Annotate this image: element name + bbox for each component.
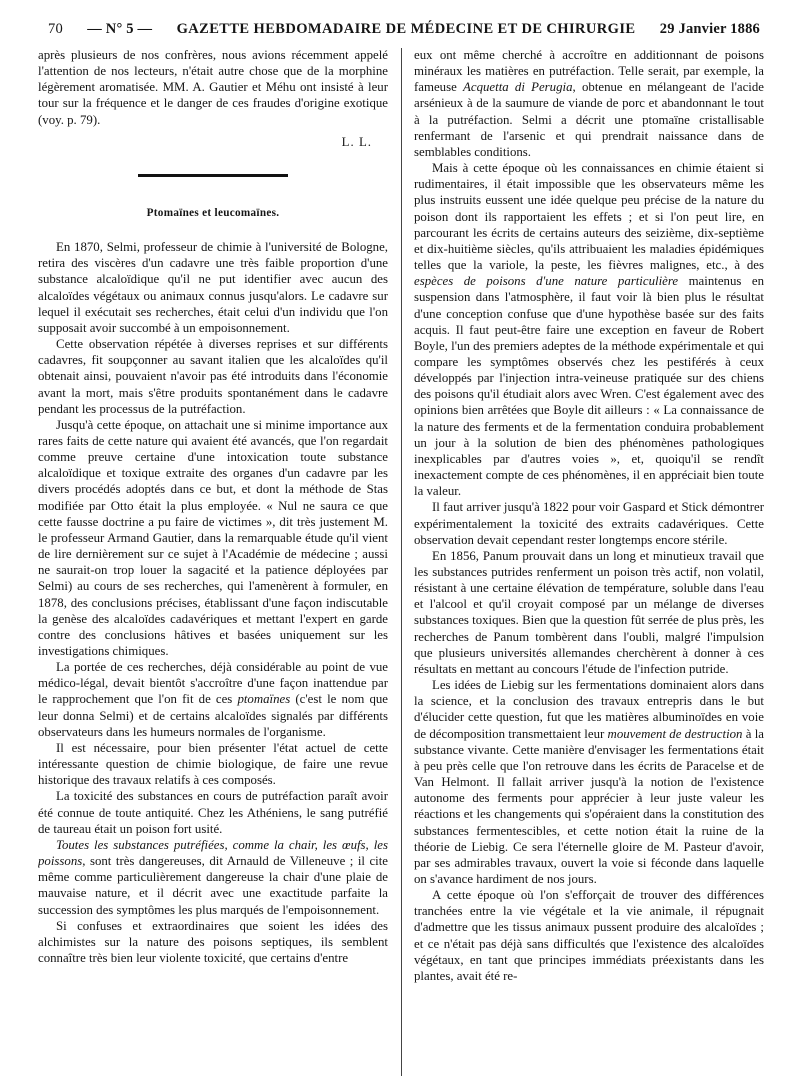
section-title: Ptomaïnes et leucomaïnes. <box>146 206 280 219</box>
paragraph: Si confuses et extraordinaires que soient les idées des alchimistes sur la nature des poisons septiques, ils semblent connaître très bien leur violente toxicité, que certains d'entre <box>38 918 388 965</box>
signature: L. L. <box>341 134 372 149</box>
paragraph: Jusqu'à cette époque, on attachait une si minime importance aux rares faits de cette nature qui avaient été avancés, que l'on regardait comme preuve certaine d'une intoxication toute substance alcaloïdique et toxique extraite des organes d'un cadavre par les divers procédés adoptés dans ce but, et dont la méthode de Stas modifiée par Otto était la plus employée. « Nul ne saura ce que cette fausse doctrine a pu faire de victimes », dit très justement M. le professeur Armand Gautier, dans la remarquable étude qu'il vient de lire dernièrement sur ce sujet à l'Académie de médecine ; aussi ne saurait-on trop louer la sagacité et la patience déployées par Selmi) au cours de ses recherches, qui l'amenèrent à formuler, en 1878, des conclusions précises, établissant d'une façon indiscutable la genèse des alcaloïdes cadavériques et mettant l'expert en garde contre des conclusions hâtives et basées uniquement sur les investigations chimiques. <box>38 417 388 658</box>
paragraph-text: Mais à cette époque où les connaissances en chimie étaient si rudimentaires, il était impossible que les observateurs même les plus instruits eussent une idée quelque peu précise de la nature du poison dont ils rapportaient les effets ; et si l'on peut lire, en parcourant les écrits de certains auteurs des seizième, dix-septième et dix-huitième siècles, qu'ils attribuaient les maladies épidémiques telles que la variole, la peste, les fièvres malignes, etc., à des <box>414 161 764 273</box>
paragraph-text: , obtenue en mélangeant de l'acide arsénieux à de la saumure de viande de porc et abandonnant le tout à la putréfaction. Selmi a décrit une ptomaïne cristallisable renfermant de l'arsenic et qui prendrait naissance dans de semblables conditions. <box>414 80 764 159</box>
column-divider <box>401 48 402 1076</box>
right-column <box>414 47 764 1077</box>
paragraph: A cette époque où l'on s'efforçait de trouver des différences tranchées entre la vie végétale et la vie animale, il répugnait d'admettre que les tissus animaux pussent produire des alcaloïdes ; et ce n'était pas déjà sans difficultés que l'existence des alcaloïdes végétaux, en tant que principes immédiats préexistants dans les plantes, avait été re- <box>414 888 764 983</box>
emphasis: ptomaïnes <box>237 692 291 707</box>
paragraph-text: Les idées de Liebig sur les fermentations dominaient alors dans la science, et la conclusion des travaux entrepris dans le but d'élucider cette question, fut que les matières albuminoïdes en voie de décomposition transmettaient leur <box>414 678 764 741</box>
emphasis: Acquetta di Perugia <box>463 80 573 95</box>
left-column <box>38 47 388 1077</box>
emphasis: Toutes les substances putréfiées, comme la chair, les œufs, les poissons <box>38 837 388 869</box>
paragraph-text: , sont très dangereuses, dit Arnauld de Villeneuve ; il cite même comme particulièrement dangereuse la chair d'une plaie de mauvaise nature, et il décrit avec une exactitude parfaite la succession des symptômes les plus marqués de l'empoisonnement. <box>38 854 388 917</box>
paragraph: Cette observation répétée à diverses reprises et sur différents cadavres, fit soupçonner au savant italien que les alcaloïdes qu'il obtenait ainsi, pouvaient n'avoir pas été introduits dans l'économie avant la mort, mais s'être produits spontanément dans le cadavre pendant les processus de la putréfaction. <box>38 337 388 416</box>
journal-title: GAZETTE HEBDOMADAIRE DE MÉDECINE ET DE CHIRURGIE <box>176 20 636 37</box>
paragraph <box>414 160 764 499</box>
paragraph: En 1870, Selmi, professeur de chimie à l'université de Bologne, retira des viscères d'un cadavre une très faible proportion d'une substance alcaloïdique qu'il ne put identifier avec aucun des alcaloïdes végétaux ou animaux connus jusqu'alors. Le cadavre sur lequel il exécutait ses recherches, était celui d'un individu que l'on supposait avoir succombé à un empoisonnement. <box>38 240 388 335</box>
page-number: 70 <box>48 20 63 37</box>
paragraph-text: (c'est le nom que leur donna Selmi) et de certains alcaloïdes signalés par différents observateurs dans les humeurs normales de l'organisme. <box>38 692 388 739</box>
paragraph <box>38 837 388 918</box>
page-header <box>48 12 760 46</box>
paragraph-text: eux ont même cherché à accroître en additionnant de poisons minéraux les matières en putréfaction. Telle serait, par exemple, la fameuse <box>414 48 764 95</box>
issue-date: 29 Janvier 1886 <box>659 20 760 37</box>
paragraph-text: à la substance vivante. Cette manière d'envisager les fermentations était à peu près celle que l'on retrouve dans les écrits de Paracelse et de Van Helmont. Il fallait arriver jusqu'à la notion de l'existence autonome des ferments pour apprécier à leur juste valeur les réactions et les changements qui s'opéraient dans la constitution des substances fermentescibles, et cette notion était la ruine de la théorie de Liebig. Ce sera l'éternelle gloire de M. Pasteur d'avoir, par ses admirables travaux, ouvert la voie si féconde dans laquelle on s'avance hardiment de nos jours. <box>414 726 764 886</box>
section-rule <box>138 174 288 177</box>
paragraph <box>414 677 764 887</box>
paragraph: Il est nécessaire, pour bien présenter l'état actuel de cette intéressante question de chimie biologique, de faire une revue historique des travaux relatifs à ces composés. <box>38 740 388 788</box>
paragraph: En 1856, Panum prouvait dans un long et minutieux travail que les substances putrides renferment un poison très actif, non volatil, résistant à une certaine élévation de température, soluble dans l'eau et l'alcool et qu'il croyait composé par un mélange de diverses substances toxiques. Bien que la question fût serrée de plus près, les recherches de Panum tombèrent dans l'oubli, malgré l'impulsion que plusieurs universités allemandes cherchèrent à donner à ces résultats en mettant au concours l'étude de l'infection putride. <box>414 548 764 676</box>
emphasis: espèces de poisons d'une nature particulière <box>414 274 679 289</box>
issue-number: — N° 5 — <box>87 20 153 37</box>
paragraph-text: La portée de ces recherches, déjà considérable au point de vue médico-légal, devait bientôt s'accroître d'une façon inattendue par le rapprochement que l'on fit de ces <box>38 660 388 707</box>
paragraph: Il faut arriver jusqu'à 1822 pour voir Gaspard et Stick démontrer expérimentalement la toxicité des extraits cadavériques. Cette observation devait cependant rester longtemps encore stérile. <box>414 500 764 547</box>
paragraph-text: maintenus en suspension dans l'atmosphère, il faut voir là bien plus le résultat d'une conception confuse que d'une hypothèse basée sur des faits acquis. Il faut peut-être faire une exception en faveur de Robert Boyle, l'un des premiers adeptes de la méthode expérimentale et qui compare les symptômes observés chez les pestiférés à ceux développés par l'injection intra-veineuse pratiquée sur des chiens des poisons qu'il étudiait alors avec Wren. C'est également avec des opinions bien arrêtées que Boyle dit ailleurs : « La connaissance de la nature des ferments et de la fermentation conduira probablement un jour à la solution de bien des phénomènes pathologiques inexplicables par d'autres voies », et, quoiqu'il se rendît inexactement compte de ces phénomènes, il en appréciait bien toute la valeur. <box>414 274 764 499</box>
paragraph <box>414 47 764 160</box>
paragraph: La toxicité des substances en cours de putréfaction paraît avoir été connue de toute antiquité. Chez les Athéniens, le sang putréfié de taureau était un poison fort usité. <box>38 789 388 836</box>
emphasis: mouvement de destruction <box>607 726 743 741</box>
paragraph: après plusieurs de nos confrères, nous avions récemment appelé l'attention de nos lecteurs, n'était autre chose que de la morphine légèrement aromatisée. MM. A. Gautier et Méhu ont insisté à leur tour sur la fréquence et le danger de ces fraudes d'origine exotique (voy. p. 79). <box>38 48 388 127</box>
paragraph <box>38 659 388 740</box>
